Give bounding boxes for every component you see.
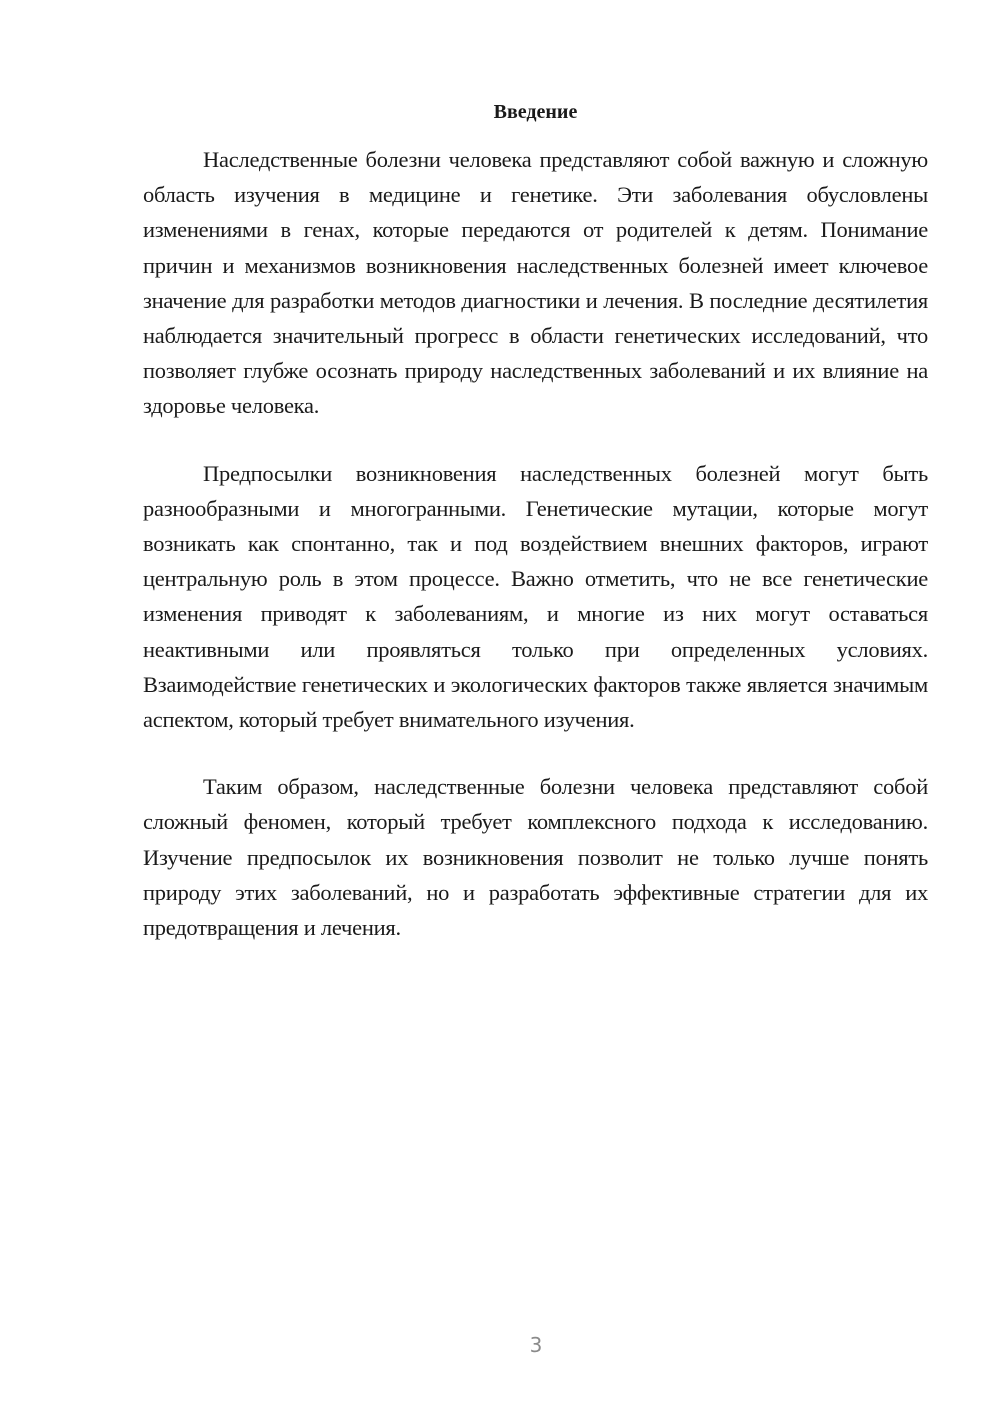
paragraph-1: Наследственные болезни человека представляют собой важную и сложную область изучения в медицине и генетике. Эти заболевания обусловлены изменениями в генах, которые передаются от родителей к детям. Понимание причин и механизмов возникновения наследственных болезней имеет ключевое значение для разработки методов диагностики и лечения. В последние десятилетия наблюдается значительный прогресс в области генетических исследований, что позволяет глубже осознать природу наследственных заболеваний и их влияние на здоровье человека. — [143, 147, 928, 419]
body-text — [143, 142, 928, 977]
page-number: 3 — [529, 1333, 543, 1357]
paragraph-3: Таким образом, наследственные болезни человека представляют собой сложный феномен, который требует комплексного подхода к исследованию. Изучение предпосылок их возникновения позволит не только лучше понять природу этих заболеваний, но и разработать эффективные стратегии для их предотвращения и лечения. — [143, 774, 928, 941]
section-heading: Введение — [493, 101, 578, 123]
paragraph-2: Предпосылки возникновения наследственных болезней могут быть разнообразными и многогранными. Генетические мутации, которые могут возникать как спонтанно, так и под воздействием внешних факторов, играют центральную роль в этом процессе. Важно отметить, что не все генетические изменения приводят к заболеваниям, и многие из них могут оставаться неактивными или проявляться только при определенных условиях. Взаимодействие генетических и экологических факторов также является значимым аспектом, который требует внимательного изучения. — [143, 460, 928, 733]
